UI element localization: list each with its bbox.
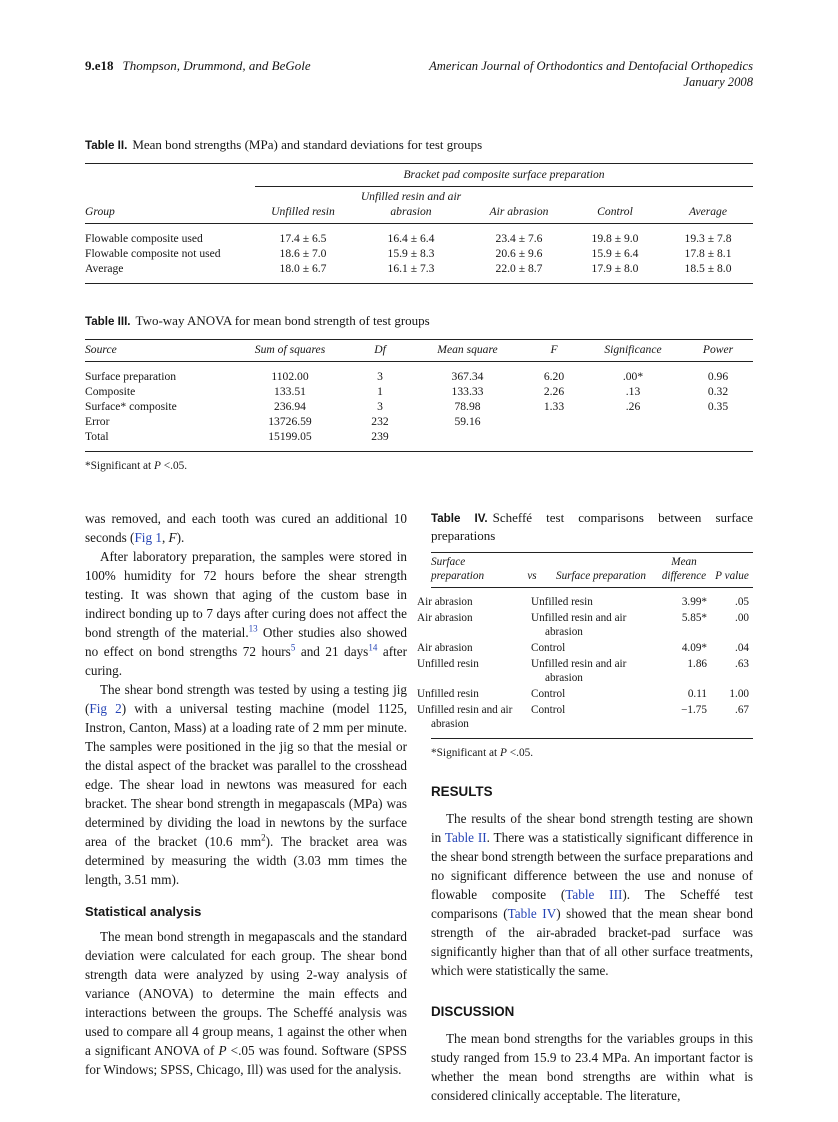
cell: Unfilled resin: [417, 658, 479, 670]
column-header: Source: [85, 340, 230, 362]
table-row: [431, 686, 753, 702]
cell: 20.6 ± 9.6: [495, 247, 543, 260]
cell: 232: [371, 415, 389, 428]
cell: 1.00: [729, 688, 749, 700]
cell: 18.5 ± 8.0: [684, 262, 732, 275]
cell: [683, 414, 753, 429]
column-header: Df: [350, 340, 410, 362]
cell: Unfilled resin: [417, 688, 479, 700]
paragraph: [85, 680, 407, 889]
running-head-left: [85, 58, 311, 74]
cell: 1.86: [687, 658, 707, 670]
cell: 18.6 ± 7.0: [279, 247, 327, 260]
cross-reference-link[interactable]: 14: [368, 642, 378, 653]
cross-reference-link[interactable]: Table III: [565, 887, 623, 902]
text-segment: P: [154, 460, 161, 472]
cell: .13: [625, 385, 641, 398]
cell: −1.75: [681, 704, 707, 716]
cell: 1102.00: [271, 370, 309, 383]
cell: [410, 429, 525, 452]
column-header: Control: [567, 187, 663, 224]
cell: 0.32: [707, 385, 729, 398]
left-column: [85, 509, 407, 1105]
cell: Surface preparation: [85, 370, 177, 383]
running-head-right: [429, 58, 753, 90]
column-header: Power: [683, 340, 753, 362]
cell: 78.98: [454, 400, 481, 413]
text-segment: P: [218, 1043, 227, 1058]
text-segment: *Significant at: [431, 747, 501, 759]
column-header: Group: [85, 187, 255, 224]
column-header: Significance: [583, 340, 683, 362]
cell: 239: [371, 430, 389, 443]
cell: 0.11: [687, 688, 707, 700]
table2-caption-text: Mean bond strengths (MPa) and standard deviations for test groups: [132, 137, 483, 152]
cell: [85, 164, 255, 187]
cell: Control: [531, 688, 566, 700]
cross-reference-link[interactable]: Table IV: [507, 906, 557, 921]
text-segment: <.05.: [506, 747, 534, 759]
cell: .00*: [622, 370, 644, 383]
cell: Control: [531, 642, 566, 654]
text-segment: *Significant at: [85, 460, 155, 472]
paragraph: [85, 927, 407, 1079]
running-authors: Thompson, Drummond, and BeGole: [122, 58, 311, 73]
column-header: Mean square: [410, 340, 525, 362]
cell: .63: [735, 658, 749, 670]
table3: [85, 339, 753, 452]
table-row: [85, 384, 753, 399]
cell: 0.35: [707, 400, 729, 413]
cell: 17.9 ± 8.0: [591, 262, 639, 275]
table-row: [85, 362, 753, 385]
text-segment: . There was a statistically significant difference in the shear bond strength between the surface preparations and no significant difference between the use and nonuse of flowable composite (: [431, 830, 754, 902]
cell: Air abrasion: [417, 596, 473, 608]
table2-label: Table II.: [85, 139, 128, 152]
cell: Total: [85, 430, 109, 443]
table4: [417, 552, 753, 739]
column-header: F: [525, 340, 583, 362]
paragraph: [85, 509, 407, 547]
cell: 15.9 ± 6.4: [591, 247, 639, 260]
table2-caption: [85, 136, 753, 154]
cell: .26: [625, 400, 641, 413]
cross-reference-link[interactable]: Fig 1: [134, 530, 162, 545]
table-row: [85, 164, 753, 187]
cell: 5.85*: [681, 612, 707, 624]
cross-reference-link[interactable]: Fig 2: [89, 701, 122, 716]
cell: [683, 429, 753, 452]
column-header: P value: [711, 553, 753, 588]
column-header: Sum of squares: [230, 340, 350, 362]
cell: Flowable composite used: [85, 232, 203, 245]
table-row: [85, 429, 753, 452]
table4-caption: [431, 509, 753, 544]
text-segment: After laboratory preparation, the samples were stored in 100% humidity for 72 hours before the shear strength testing. It was shown that aging of the custom base in indirect bonding up to 7 days after curing does not affect the bond strength of the material.: [85, 549, 407, 640]
table3-caption-text: Two-way ANOVA for mean bond strength of test groups: [135, 313, 430, 328]
cross-reference-link[interactable]: 13: [248, 623, 258, 634]
cell: 3.99*: [681, 596, 707, 608]
paragraph: [431, 809, 753, 980]
text-segment: 2: [261, 832, 266, 843]
column-header: Surface preparation: [545, 553, 657, 588]
cell: Air abrasion: [417, 642, 473, 654]
cell: Average: [85, 262, 124, 275]
cell: 19.8 ± 9.0: [591, 232, 639, 245]
table-row: [85, 246, 753, 261]
journal-issue: January 2008: [683, 75, 753, 89]
paragraph: [85, 547, 407, 680]
page-number: 9.e18: [85, 58, 114, 73]
column-header: vs: [519, 553, 545, 588]
table4-label: Table IV.: [431, 512, 488, 525]
cell: Unfilled resin and air abrasion: [531, 612, 627, 638]
table3-label: Table III.: [85, 315, 131, 328]
cell: 6.20: [543, 370, 565, 383]
cell: .00: [735, 612, 749, 624]
cell: Unfilled resin and air abrasion: [531, 658, 627, 684]
table4-footnote: [431, 746, 753, 760]
cell: Control: [531, 704, 566, 716]
cell: Surface* composite: [85, 400, 177, 413]
text-segment: ,: [161, 530, 169, 545]
cell: 16.4 ± 6.4: [387, 232, 435, 245]
cell: 59.16: [454, 415, 481, 428]
text-segment: ). The bracket area was determined by measuring the width (3.03 mm times the length, 3.51 mm).: [85, 834, 407, 887]
table3-caption: [85, 312, 753, 330]
cell: Composite: [85, 385, 136, 398]
text-segment: ).: [176, 530, 185, 545]
text-segment: ). The Scheffé test comparisons (: [431, 887, 753, 921]
table-header-row: [431, 553, 753, 588]
cell: 4.09*: [681, 642, 707, 654]
text-segment: <.05.: [160, 460, 188, 472]
cell: 16.1 ± 7.3: [387, 262, 435, 275]
table-row: [431, 702, 753, 739]
text-segment: The mean bond strength in megapascals and the standard deviation were calculated for each group. The shear bond strength data were analyzed by using 2-way analysis of variance (ANOVA) to determine the main effects and interactions between the groups. The Scheffé analysis was used to compare all 4 group means, 1 against the other when a significant ANOVA of: [85, 929, 407, 1058]
cell: Error: [85, 415, 110, 428]
body-columns: [85, 509, 753, 1105]
cell: 15.9 ± 8.3: [387, 247, 435, 260]
cell: Unfilled resin: [531, 596, 593, 608]
cell: 236.94: [274, 400, 306, 413]
cell: 367.34: [451, 370, 484, 383]
table4-caption-text: Scheffé test comparisons between surface preparations: [431, 510, 753, 543]
text-segment: P: [500, 747, 507, 759]
column-header: Unfilled resin and air abrasion: [351, 187, 471, 224]
cell: 23.4 ± 7.6: [495, 232, 543, 245]
cell: 18.0 ± 6.7: [279, 262, 327, 275]
text-segment: The results of the shear bond strength testing are shown in: [431, 811, 753, 845]
table-row: [431, 656, 753, 686]
right-column: [417, 509, 754, 1105]
cell: Flowable composite not used: [85, 247, 221, 260]
text-segment: was removed, and each tooth was cured an additional 10 seconds (: [85, 511, 407, 545]
table-row: [431, 588, 753, 611]
table-row: [85, 414, 753, 429]
cell: 17.8 ± 8.1: [684, 247, 732, 260]
column-header: Surface preparation: [431, 553, 519, 588]
text-segment: Other studies also showed no effect on bond strengths 72 hours: [85, 625, 407, 659]
cell: Unfilled resin and air abrasion: [417, 704, 513, 730]
section-heading-results: RESULTS: [431, 784, 493, 799]
spanning-header: Bracket pad composite surface preparation: [255, 164, 753, 187]
text-segment: and 21 days: [295, 644, 369, 659]
cell: 1: [377, 385, 383, 398]
cell: 3: [377, 370, 383, 383]
paragraph: [431, 1029, 753, 1105]
cell: .04: [735, 642, 749, 654]
text-segment: <.05 was found. Software (SPSS for Windows; SPSS, Chicago, Ill) was used for the analysis.: [85, 1043, 408, 1077]
table-row: [85, 399, 753, 414]
cell: 3: [377, 400, 383, 413]
table-row: [431, 610, 753, 640]
cell: 0.96: [707, 370, 729, 383]
cell: [525, 414, 583, 429]
cell: 17.4 ± 6.5: [279, 232, 327, 245]
column-header: Air abrasion: [471, 187, 567, 224]
column-header: Unfilled resin: [255, 187, 351, 224]
column-header: Mean difference: [657, 553, 711, 588]
text-segment: The shear bond strength was tested by using a testing jig (: [85, 682, 407, 716]
cell: 13726.59: [268, 415, 312, 428]
text-segment: The mean bond strengths for the variables groups in this study ranged from 15.9 to 23.4 MPa. An important factor is whether the mean bond strengths are within what is considered clinically acceptable. The literature,: [431, 1031, 753, 1103]
table3-block: [85, 312, 753, 473]
table2-block: [85, 136, 753, 284]
cell: Air abrasion: [417, 612, 473, 624]
cell: .05: [735, 596, 749, 608]
table-row: [431, 640, 753, 656]
cell: 19.3 ± 7.8: [684, 232, 732, 245]
running-head: [85, 58, 753, 90]
cell: [583, 414, 683, 429]
table-row: [85, 224, 753, 247]
text-segment: F: [168, 530, 177, 545]
cell: .67: [735, 704, 749, 716]
text-segment: after curing.: [85, 644, 407, 678]
table-header-row: [85, 187, 753, 224]
cell: 22.0 ± 8.7: [495, 262, 543, 275]
cell: 133.33: [451, 385, 484, 398]
cell: 2.26: [543, 385, 565, 398]
cell: 15199.05: [268, 430, 312, 443]
cross-reference-link[interactable]: Table II: [444, 830, 487, 845]
cell: 1.33: [543, 400, 565, 413]
text-segment: ) showed that the mean shear bond strength of the air-abraded bracket-pad surface was significantly higher than that of all other surface treatments, which were statistically the same.: [431, 906, 753, 978]
column-header: Average: [663, 187, 753, 224]
cell: [583, 429, 683, 452]
table-header-row: [85, 340, 753, 362]
section-heading-statistical-analysis: Statistical analysis: [85, 904, 202, 919]
cell: 133.51: [274, 385, 306, 398]
cross-reference-link[interactable]: 5: [290, 642, 296, 653]
text-segment: ) with a universal testing machine (model 1125, Instron, Canton, Mass) at a loading rate of 2 mm per minute. The samples were positioned in the jig so that the mesial or the distal aspect of the bracket was parallel to the crosshead edge. The shear load in newtons was measured for each bracket. The shear bond strength in megapascals (MPa) was determined by dividing the load in newtons by the surface area of the bracket (10.6 mm: [85, 701, 407, 849]
table2: [85, 163, 753, 284]
section-heading-discussion: DISCUSSION: [431, 1004, 515, 1019]
table3-footnote: [85, 459, 753, 473]
journal-title: American Journal of Orthodontics and Dentofacial Orthopedics: [429, 59, 753, 73]
table-row: [85, 261, 753, 284]
cell: [525, 429, 583, 452]
